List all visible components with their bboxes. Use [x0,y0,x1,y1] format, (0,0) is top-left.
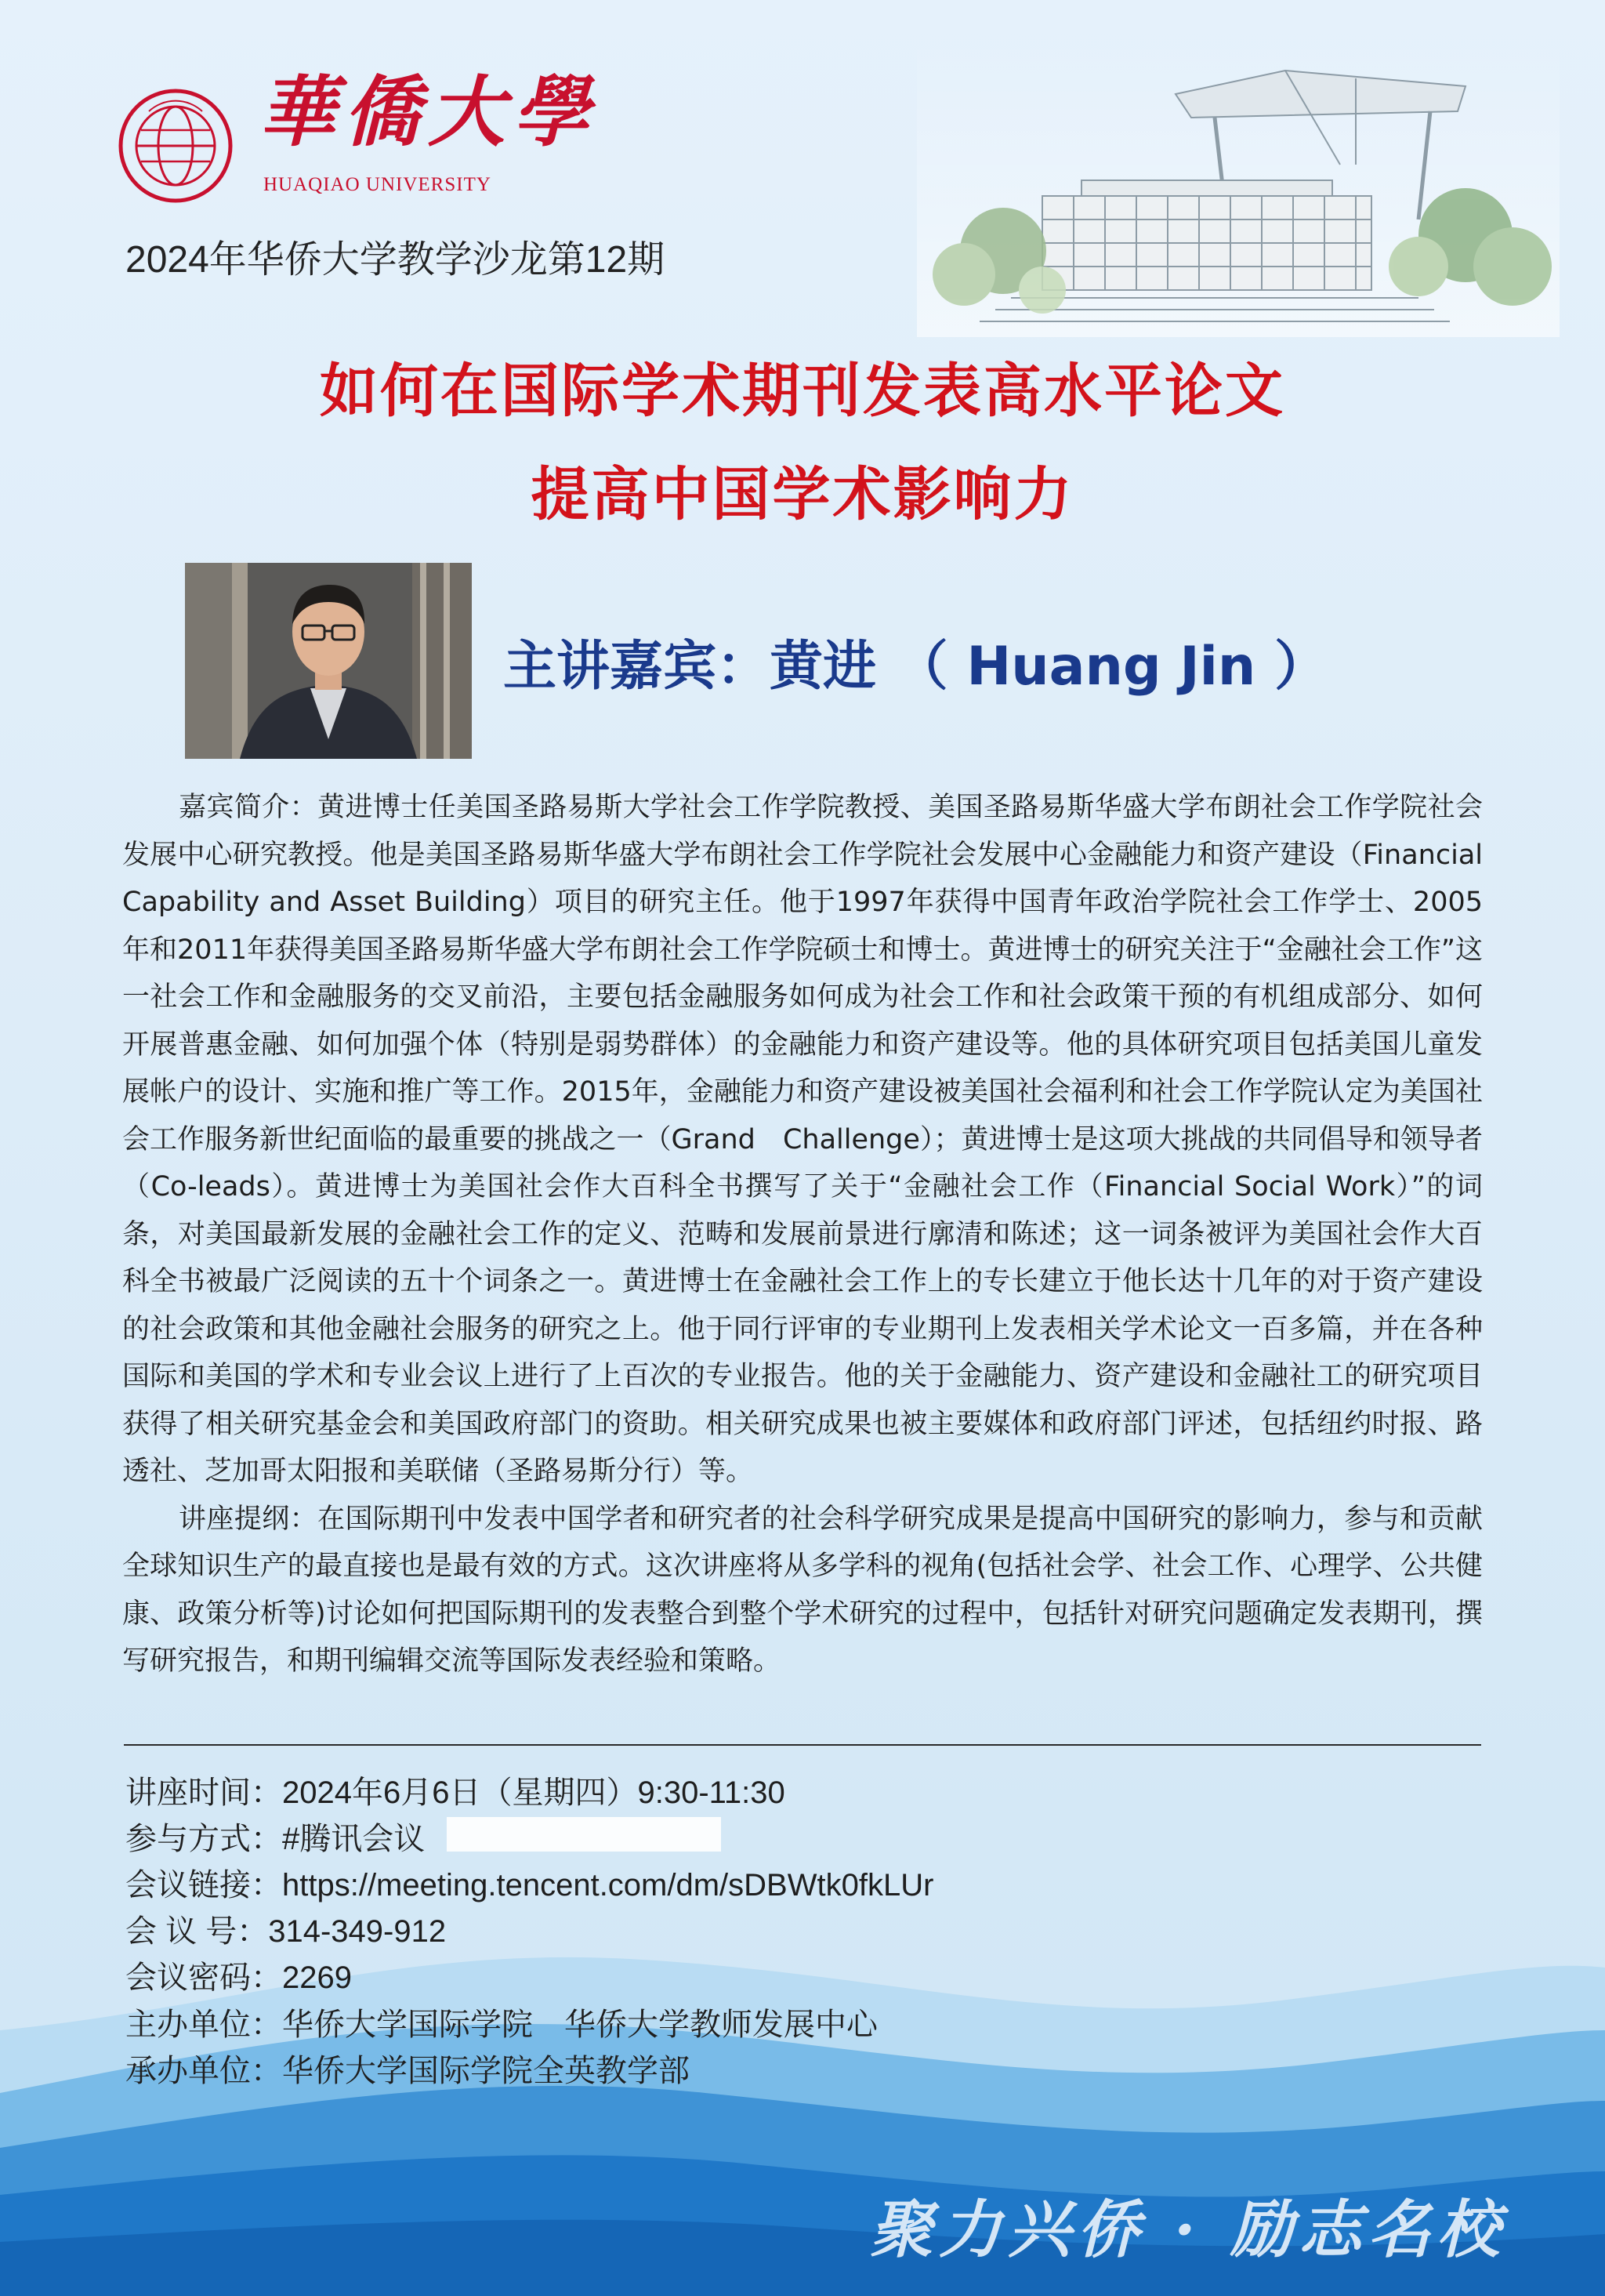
meeting-link[interactable]: https://meeting.tencent.com/dm/sDBWtk0fkLUr [282,1868,934,1902]
info-host [125,2000,878,2044]
info-organizer [125,2046,690,2091]
lecture-description [122,784,1483,1685]
info-time [125,1768,785,1812]
university-logo-english: HUAQIAO UNIVERSITY [263,174,491,195]
join-value: #腾讯会议 [282,1822,426,1856]
info-join-method [125,1814,425,1859]
campus-gate-illustration [917,39,1560,337]
keynote-speaker: 主讲嘉宾：黄进 （ Huang Jin ） [503,636,1328,698]
salon-series-label: 2024年华侨大学教学沙龙第12期 [125,239,665,281]
password-label: 会议密码： [125,1960,282,1995]
info-meeting-password [125,1953,352,1997]
speaker-photo [185,563,472,759]
time-label: 讲座时间： [125,1776,282,1810]
password-value: 2269 [282,1960,352,1995]
time-value: 2024年6月6日（星期四）9:30-11:30 [282,1776,785,1810]
organizer-value: 华侨大学国际学院全英教学部 [282,2054,690,2088]
meeting-id-label: 会 议 号： [125,1914,269,1949]
meeting-id-value: 314-349-912 [268,1914,447,1949]
lecture-outline: 讲座提纲：在国际期刊中发表中国学者和研究者的社会科学研究成果是提高中国研究的影响力，参与和贡献全球知识生产的最直接也是最有效的方式。这次讲座将从多学科的视角(包括社会学、社会工作、心理学、公共健康、政策分析等)讨论如何把国际期刊的发表整合到整个学术研究的过程中，包括针对研究问题确定发表期刊，撰写研究报告，和期刊编辑交流等国际发表经验和策略。 [122,1503,1483,1677]
info-meeting-link [125,1860,933,1905]
join-label: 参与方式： [125,1822,282,1856]
host-label: 主办单位： [125,2008,282,2042]
join-method-highlight [447,1817,721,1852]
university-slogan: 聚力兴侨 · 励志名校 [870,2193,1506,2266]
lecture-title-line-2: 提高中国学术影响力 [531,461,1074,528]
university-logo-chinese: 華僑大學 [259,67,598,158]
section-divider [124,1744,1481,1746]
link-label: 会议链接： [125,1868,282,1902]
info-meeting-id [125,1906,446,1951]
organizer-label: 承办单位： [125,2054,282,2088]
lecture-title-line-1: 如何在国际学术期刊发表高水平论文 [320,357,1285,425]
speaker-biography: 嘉宾简介：黄进博士任美国圣路易斯大学社会工作学院教授、美国圣路易斯华盛大学布朗社会工作学院社会发展中心研究教授。他是美国圣路易斯华盛大学布朗社会工作学院社会发展中心金融能力和资产建设（Financial Capability and Asset Building）项目的研究主任。他于1997年获得中国青年政治学院社会工作学士、2005年和2011年获得美国圣路易斯华盛大学布朗社会工作学院硕士和博士。黄进博士的研究关注于“金融社会工作”这一社会工作和金融服务的交叉前沿，主要包括金融服务如何成为社会工作和社会政策干预的有机组成部分、如何开展普惠金融、如何加强个体（特别是弱势群体）的金融能力和资产建设等。他的具体研究项目包括美国儿童发展帐户的设计、实施和推广等工作。2015年，金融能力和资产建设被美国社会福利和社会工作学院认定为美国社会工作服务新世纪面临的最重要的挑战之一（Grand Challenge）；黄进博士是这项大挑战的共同倡导和领导者（Co-leads）。黄进博士为美国社会作大百科全书撰写了关于“金融社会工作（Financial Social Work）”的词条，对美国最新发展的金融社会工作的定义、范畴和发展前景进行廓清和陈述；这一词条被评为美国社会作大百科全书被最广泛阅读的五十个词条之一。黄进博士在金融社会工作上的专长建立于他长达十几年的对于资产建设的社会政策和其他金融社会服务的研究之上。他于同行评审的专业期刊上发表相关学术论文一百多篇，并在各种国际和美国的学术和专业会议上进行了上百次的专业报告。他的关于金融能力、资产建设和金融社工的研究项目获得了相关研究基金会和美国政府部门的资助。相关研究成果也被主要媒体和政府部门评述，包括纽约时报、路透社、芝加哥太阳报和美联储（圣路易斯分行）等。 [122,792,1483,1487]
host-value: 华侨大学国际学院 华侨大学教师发展中心 [282,2008,878,2042]
university-seal-logo [118,88,234,204]
